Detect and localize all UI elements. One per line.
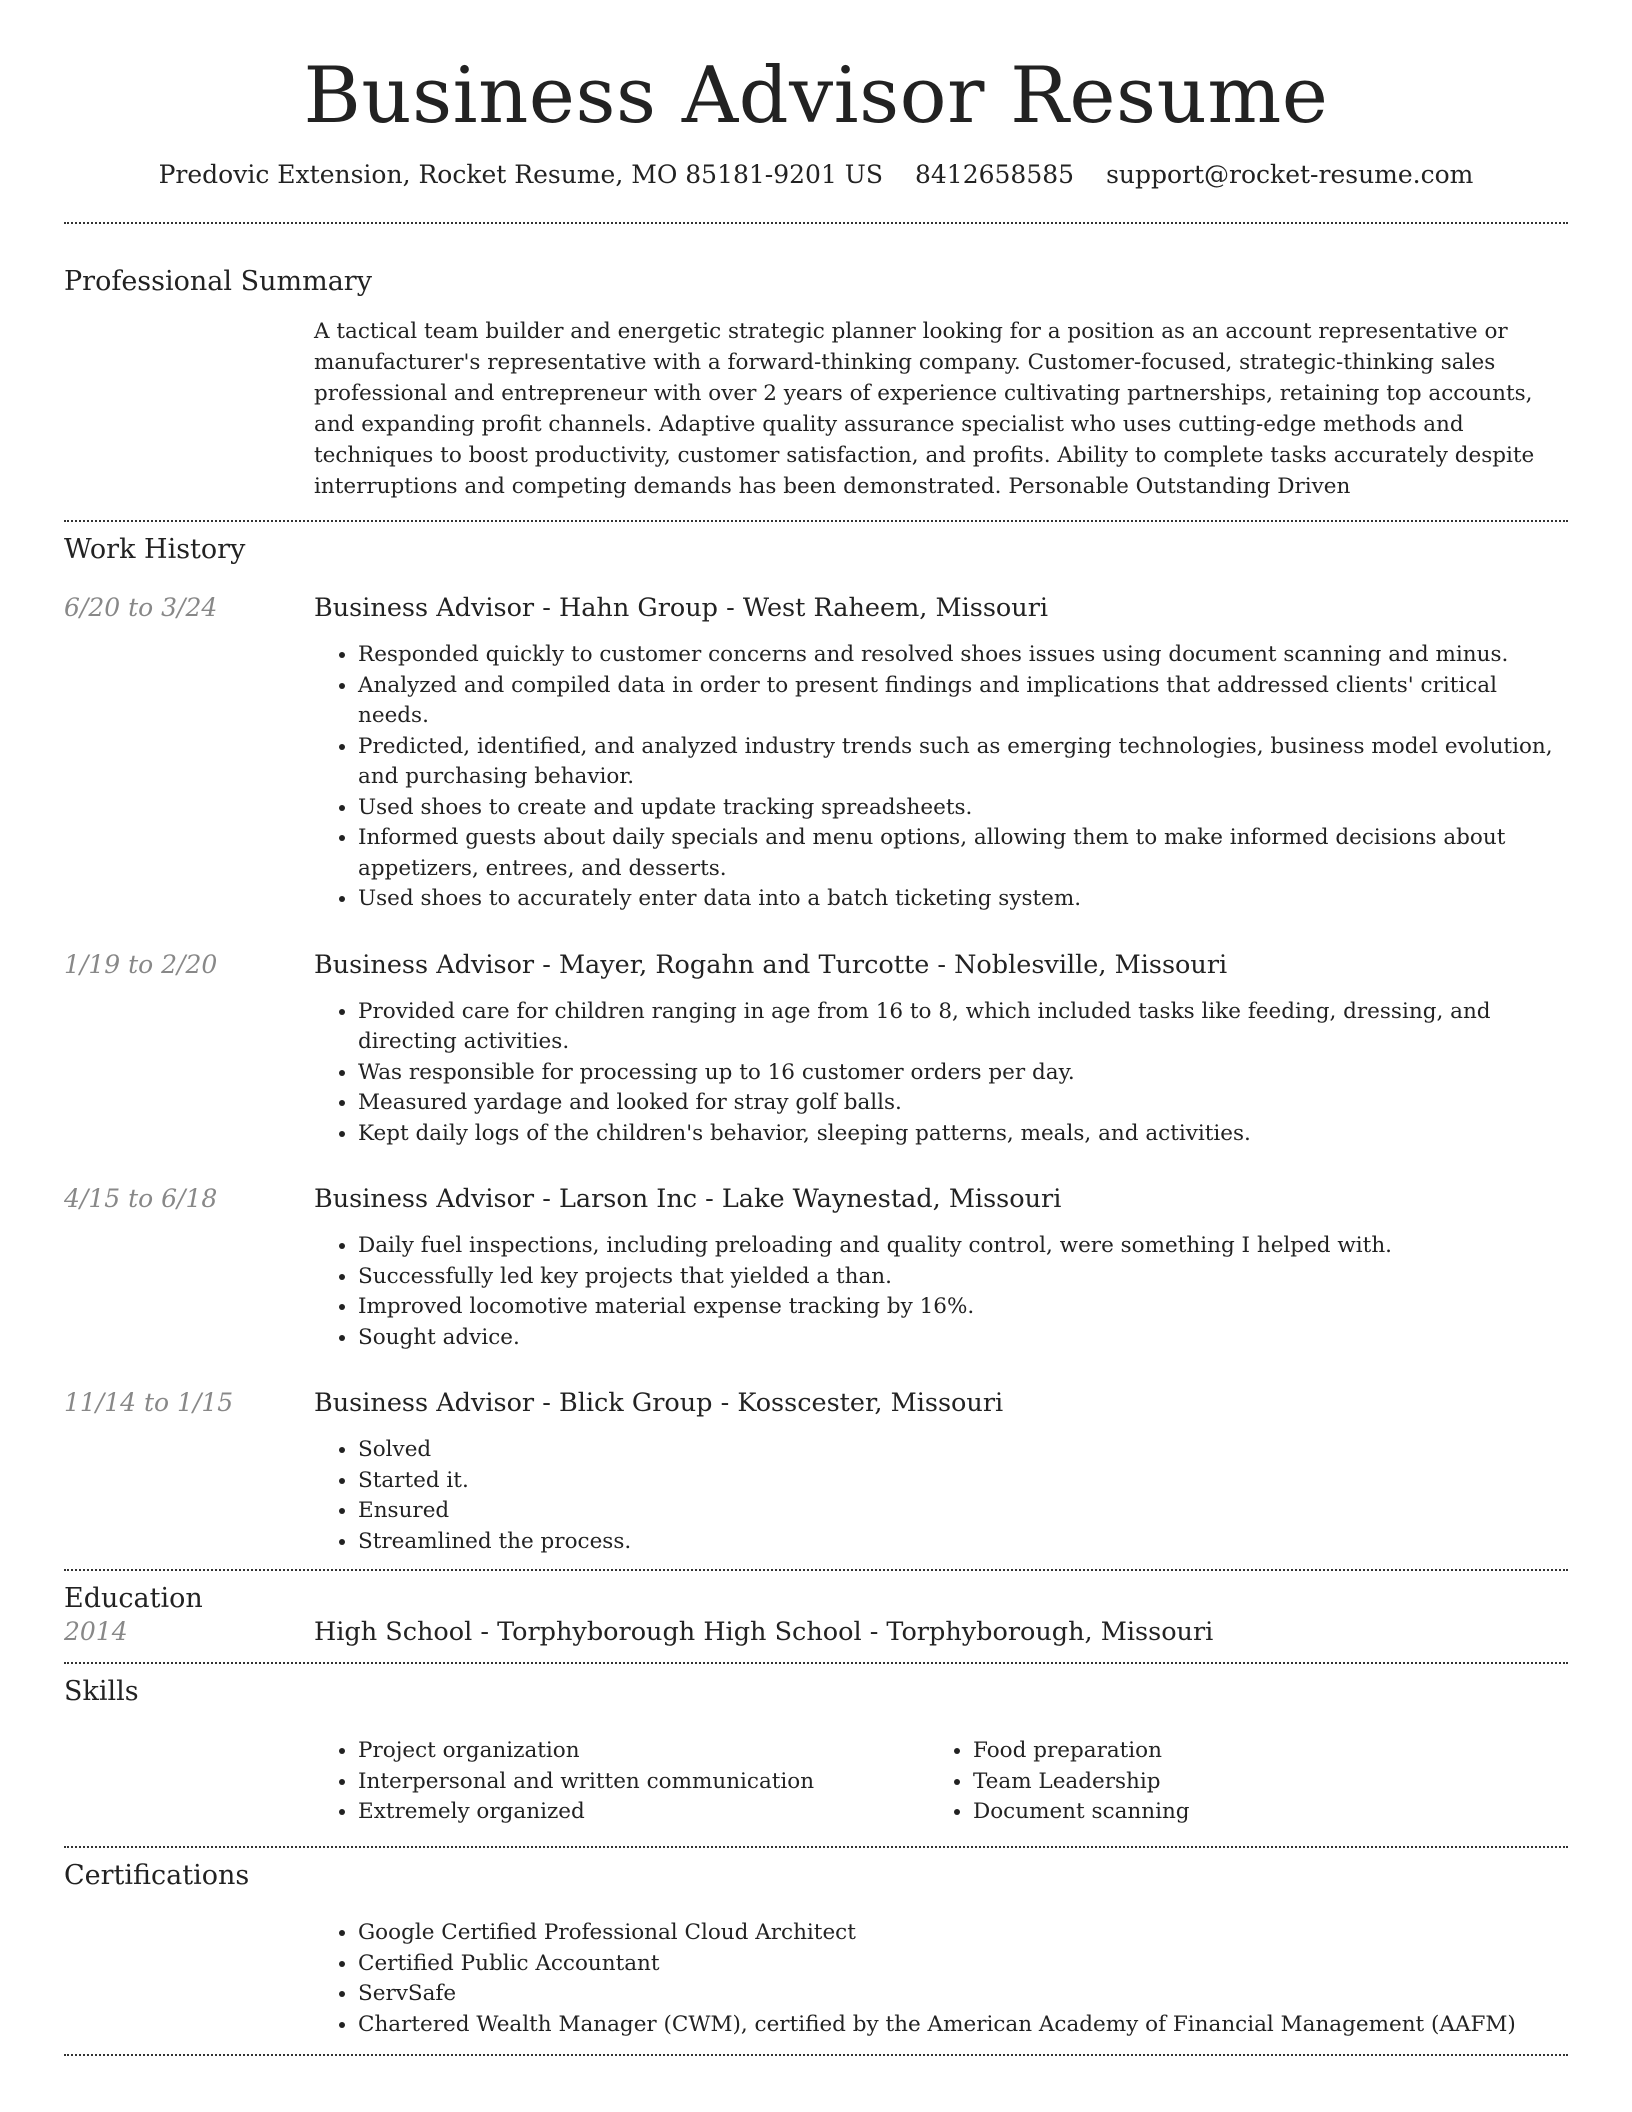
- work-title: Business Advisor - Blick Group - Kosscester, Missouri: [314, 1388, 1004, 1419]
- work-date: 11/14 to 1/15: [64, 1388, 234, 1418]
- education-heading: Education: [64, 1583, 203, 1615]
- work-body: [314, 1183, 1568, 1353]
- work-bullet: • Kept daily logs of the children's behavior, sleeping patterns, meals, and activities.: [358, 1119, 1568, 1150]
- work-date: 1/19 to 2/20: [64, 949, 218, 979]
- education-section: [64, 1571, 1568, 1647]
- work-list: [64, 592, 1568, 1557]
- work-entry: [64, 1387, 1568, 1557]
- work-entry: [64, 592, 1568, 915]
- education-title: High School - Torphyborough High School - Torphyborough, Missouri: [314, 1616, 1214, 1647]
- work-bullet: • Started it.: [358, 1466, 1568, 1497]
- certification-item: • Certified Public Accountant: [358, 1949, 1568, 1980]
- work-entry: [64, 1183, 1568, 1353]
- work-bullet: • Ensured: [358, 1496, 1568, 1527]
- work-bullet: • Daily fuel inspections, including preloading and quality control, were something I helped with.: [358, 1231, 1568, 1262]
- work-history-section: [64, 522, 1568, 1557]
- skills-section: [64, 1664, 1568, 1828]
- contact-email: support@rocket-resume.com: [1106, 159, 1474, 189]
- work-bullet: • Improved locomotive material expense tracking by 16%.: [358, 1292, 1568, 1323]
- skill-item: • Project organization: [358, 1736, 929, 1767]
- work-bullet: • Was responsible for processing up to 16 customer orders per day.: [358, 1058, 1568, 1089]
- certification-item: • ServSafe: [358, 1979, 1568, 2010]
- certifications-heading: Certifications: [64, 1859, 250, 1891]
- skill-item: • Document scanning: [973, 1797, 1544, 1828]
- certification-item: • Google Certified Professional Cloud Architect: [358, 1918, 1568, 1949]
- education-entry: [64, 1616, 1568, 1648]
- summary-heading: Professional Summary: [64, 265, 372, 297]
- work-bullet: • Solved: [358, 1435, 1568, 1466]
- skills-grid: [314, 1736, 1568, 1828]
- work-bullet: • Predicted, identified, and analyzed industry trends such as emerging technologies, business model evolution, and purchasing behavior.: [358, 732, 1568, 793]
- divider: [64, 2054, 1568, 2056]
- work-date: 6/20 to 3/24: [64, 593, 218, 623]
- work-bullet: • Informed guests about daily specials and menu options, allowing them to make informed decisions about appetizers, entrees, and desserts.: [358, 823, 1568, 884]
- skill-item: • Extremely organized: [358, 1797, 929, 1828]
- skills-column-2: [929, 1736, 1544, 1828]
- work-bullet: • Sought advice.: [358, 1323, 1568, 1354]
- work-bullet: • Used shoes to create and update tracking spreadsheets.: [358, 793, 1568, 824]
- certification-item: • Chartered Wealth Manager (CWM), certified by the American Academy of Financial Management (AAFM): [358, 2010, 1568, 2041]
- work-bullet: • Analyzed and compiled data in order to present findings and implications that addressed clients' critical needs.: [358, 671, 1568, 732]
- certifications-list: [314, 1918, 1568, 2040]
- contact-address: Predovic Extension, Rocket Resume, MO 85181-9201 US: [158, 159, 883, 189]
- work-body: [314, 592, 1568, 915]
- skills-heading: Skills: [64, 1675, 139, 1707]
- skill-item: • Interpersonal and written communication: [358, 1767, 929, 1798]
- work-bullet: • Used shoes to accurately enter data into a batch ticketing system.: [358, 884, 1568, 915]
- work-history-heading: Work History: [64, 533, 246, 565]
- work-date: 4/15 to 6/18: [64, 1184, 218, 1214]
- education-date: 2014: [64, 1616, 128, 1646]
- work-title: Business Advisor - Mayer, Rogahn and Turcotte - Noblesville, Missouri: [314, 949, 1228, 980]
- work-title: Business Advisor - Larson Inc - Lake Waynestad, Missouri: [314, 1184, 1062, 1215]
- certifications-section: [64, 1848, 1568, 2040]
- summary-text: A tactical team builder and energetic strategic planner looking for a position as an account representative or manufacturer's representative with a forward-thinking company. Customer-focused, strategic-thinking sales professional and entrepreneur with over 2 years of experience cultivating partnerships, retaining top accounts, and expanding profit channels. Adaptive quality assurance specialist who uses cutting-edge methods and techniques to boost productivity, customer satisfaction, and profits. Ability to complete tasks accurately despite interruptions and competing demands has been demonstrated. Personable Outstanding Driven: [314, 318, 1535, 499]
- resume-title: Business Advisor Resume: [303, 51, 1329, 141]
- work-body: [314, 1387, 1568, 1557]
- education-body: [314, 1616, 1568, 1648]
- work-bullet: • Measured yardage and looked for stray golf balls.: [358, 1088, 1568, 1119]
- contact-phone: 8412658585: [915, 159, 1075, 189]
- certifications-bullets: [314, 1918, 1568, 2040]
- work-bullets: [314, 1435, 1568, 1557]
- skills-column-1: [314, 1736, 929, 1828]
- skill-item: • Food preparation: [973, 1736, 1544, 1767]
- contact-line: [64, 160, 1568, 189]
- work-bullets: [314, 997, 1568, 1150]
- work-bullets: [314, 640, 1568, 915]
- work-bullets: [314, 1231, 1568, 1353]
- work-bullet: • Responded quickly to customer concerns and resolved shoes issues using document scanning and minus.: [358, 640, 1568, 671]
- work-title: Business Advisor - Hahn Group - West Raheem, Missouri: [314, 593, 1049, 624]
- work-body: [314, 949, 1568, 1150]
- work-bullet: • Successfully led key projects that yielded a than.: [358, 1262, 1568, 1293]
- work-bullet: • Streamlined the process.: [358, 1527, 1568, 1558]
- skill-item: • Team Leadership: [973, 1767, 1544, 1798]
- summary-section: [64, 224, 1568, 502]
- work-bullet: • Provided care for children ranging in age from 16 to 8, which included tasks like feeding, dressing, and directing activities.: [358, 997, 1568, 1058]
- work-entry: [64, 949, 1568, 1150]
